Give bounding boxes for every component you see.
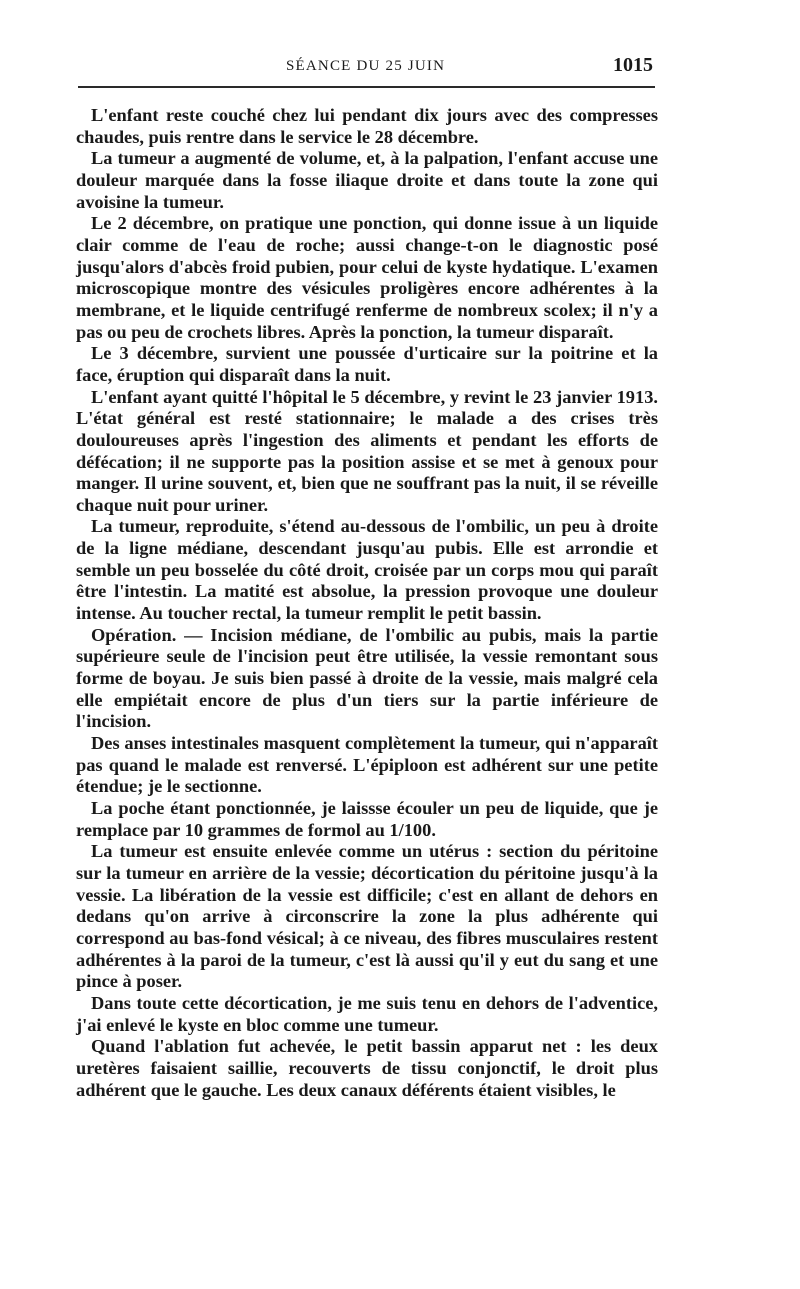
paragraph: La tumeur a augmenté de volume, et, à la palpation, l'enfant accuse une douleur marquée dans la fosse iliaque droite et dans toute la zone qui avoisine la tumeur. [76, 148, 658, 212]
page-header [78, 50, 655, 88]
paragraph: Opération. — Incision médiane, de l'ombilic au pubis, mais la partie supérieure seule de l'incision peut être utilisée, la vessie remontant sous forme de boyau. Je suis bien passé à droite de la vessie, mais malgré cela elle empiétait encore de plus d'un tiers sur la partie inférieure de l'incision. [76, 624, 658, 732]
paragraph: Des anses intestinales masquent complètement la tumeur, qui n'apparaît pas quand le malade est renversé. L'épiploon est adhérent sur une petite étendue; je le sectionne. [76, 733, 658, 797]
paragraph: La tumeur est ensuite enlevée comme un utérus : section du péritoine sur la tumeur en arrière de la vessie; décortication du péritoine jusqu'à la vessie. La libération de la vessie est difficile; c'est en allant de dehors en dedans qu'on arrive à circonscrire la zone la plus adhérente qui correspond au bas-fond vésical; à ce niveau, des fibres musculaires restent adhérentes à la paroi de la tumeur, c'est là aussi qu'il y eut du sang et une pince à poser. [76, 841, 658, 992]
running-head: SÉANCE DU 25 JUIN [286, 58, 446, 74]
body-text [76, 105, 658, 1101]
paragraph: L'enfant ayant quitté l'hôpital le 5 décembre, y revint le 23 janvier 1913. L'état général est resté stationnaire; le malade a des crises très douloureuses après l'ingestion des aliments et pendant les efforts de défécation; il ne supporte pas la position assise et se met à genoux pour manger. Il urine souvent, et, bien que ne souffrant pas la nuit, il se réveille chaque nuit pour uriner. [76, 386, 658, 515]
paragraph: Quand l'ablation fut achevée, le petit bassin apparut net : les deux uretères faisaient saillie, recouverts de tissu conjonctif, le droit plus adhérent que le gauche. Les deux canaux déférents étaient visibles, le [76, 1036, 658, 1100]
paragraph: L'enfant reste couché chez lui pendant dix jours avec des compresses chaudes, puis rentre dans le service le 28 décembre. [76, 105, 658, 147]
page-number: 1015 [613, 54, 653, 76]
paragraph: La tumeur, reproduite, s'étend au-dessous de l'ombilic, un peu à droite de la ligne médiane, descendant jusqu'au pubis. Elle est arrondie et semble un peu bosselée du côté droit, croisée par un corps mou qui paraît être l'intestin. La matité est absolue, la pression provoque une douleur intense. Au toucher rectal, la tumeur remplit le petit bassin. [76, 516, 658, 624]
paragraph: La poche étant ponctionnée, je laissse écouler un peu de liquide, que je remplace par 10 grammes de formol au 1/100. [76, 798, 658, 840]
paragraph: Dans toute cette décortication, je me suis tenu en dehors de l'adventice, j'ai enlevé le kyste en bloc comme une tumeur. [76, 992, 658, 1035]
paragraph: Le 2 décembre, on pratique une ponction, qui donne issue à un liquide clair comme de l'eau de roche; aussi change-t-on le diagnostic posé jusqu'alors d'abcès froid pubien, pour celui de kyste hydatique. L'examen microscopique montre des vésicules proligères encore adhérentes à la membrane, et le liquide centrifugé renferme de nombreux scolex; il n'y a pas ou peu de crochets libres. Après la ponction, la tumeur disparaît. [76, 213, 658, 342]
paragraph: Le 3 décembre, survient une poussée d'urticaire sur la poitrine et la face, éruption qui disparaît dans la nuit. [76, 343, 658, 385]
